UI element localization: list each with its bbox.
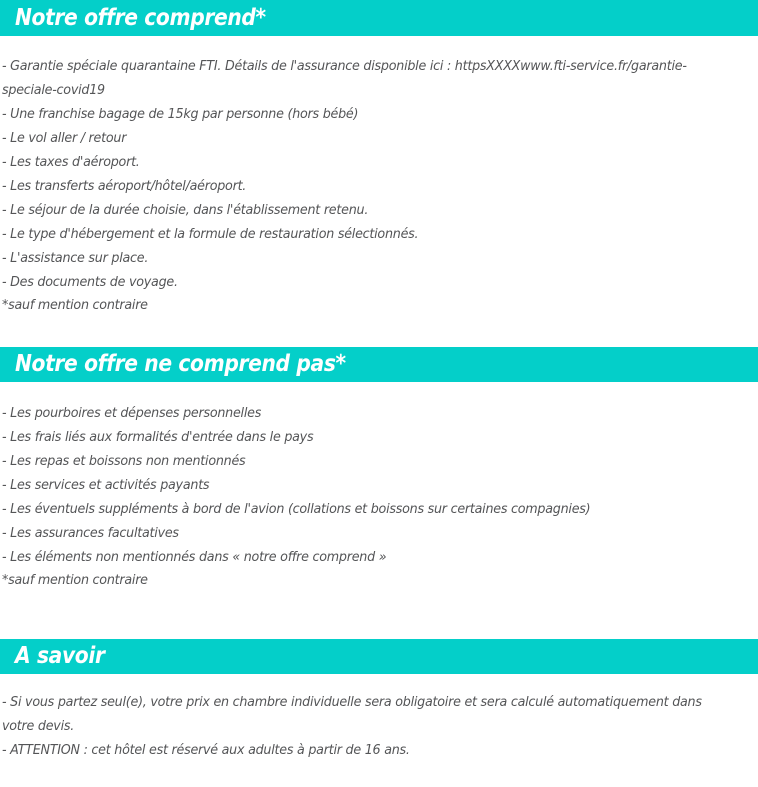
section-body-notre-offre-ne-comprend-pas	[0, 382, 758, 592]
section-title: A savoir	[14, 643, 105, 669]
section-body-notre-offre-comprend	[0, 36, 758, 317]
section-header-notre-offre-ne-comprend-pas	[0, 347, 758, 382]
list-item: - Les frais liés aux formalités d'entrée dans le pays	[2, 430, 314, 445]
list-item: - Les transferts aéroport/hôtel/aéroport.	[2, 179, 247, 194]
list-item: - Les pourboires et dépenses personnelles	[2, 406, 262, 421]
list-item: - Garantie spéciale quarantaine FTI. Détails de l'assurance disponible ici : httpsXXXXwww.fti-service.fr/garantie-speciale-covid19	[2, 59, 687, 98]
list-item: - Des documents de voyage.	[2, 275, 178, 290]
section-title: Notre offre ne comprend pas*	[14, 351, 346, 377]
section-footnote: *sauf mention contraire	[2, 298, 148, 313]
section-header-notre-offre-comprend	[0, 0, 758, 36]
list-item: - Les éventuels suppléments à bord de l'avion (collations et boissons sur certaines compagnies)	[2, 502, 591, 517]
list-item: - Les repas et boissons non mentionnés	[2, 454, 246, 469]
section-header-a-savoir	[0, 639, 758, 674]
list-item: - Le vol aller / retour	[2, 131, 127, 146]
section-footnote: *sauf mention contraire	[2, 573, 148, 588]
list-item: - ATTENTION : cet hôtel est réservé aux adultes à partir de 16 ans.	[2, 743, 410, 758]
list-item: - Si vous partez seul(e), votre prix en chambre individuelle sera obligatoire et sera calculé automatiquement dans votre devis.	[2, 695, 702, 734]
list-item: - Une franchise bagage de 15kg par personne (hors bébé)	[2, 107, 359, 122]
section-title: Notre offre comprend*	[14, 4, 266, 31]
list-item: - Les services et activités payants	[2, 478, 210, 493]
list-item: - Le type d'hébergement et la formule de restauration sélectionnés.	[2, 227, 419, 242]
list-item: - Les assurances facultatives	[2, 526, 179, 541]
list-item: - Les éléments non mentionnés dans « notre offre comprend »	[2, 550, 387, 565]
list-item: - Le séjour de la durée choisie, dans l'établissement retenu.	[2, 203, 369, 218]
section-body-a-savoir	[0, 674, 758, 763]
list-item: - L'assistance sur place.	[2, 251, 149, 266]
list-item: - Les taxes d'aéroport.	[2, 155, 140, 170]
